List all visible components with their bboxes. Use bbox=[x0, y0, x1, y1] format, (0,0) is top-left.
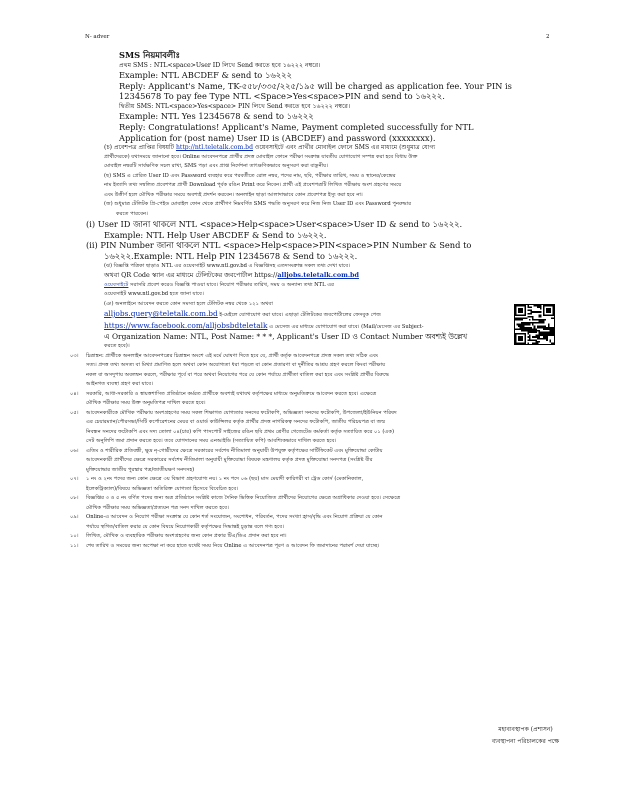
sms-example-1: Example: NTL ABCDEF & send to ১৬২২২ bbox=[119, 70, 292, 81]
item-text: মৌখিক পরীক্ষার সময় উক্ত অনুমতিপত্র দাখিল করতে হবে। bbox=[86, 400, 206, 407]
qr-text: অথবা QR Code স্ক্যান এর মাধ্যমে টেলিটকের জবপোর্টাল https:// bbox=[104, 271, 278, 280]
numbered-items bbox=[70, 352, 536, 552]
recovery-intro-line-1: (জ) শুধুমাত্র টেলিটক প্রি-পেইড মোবাইল ফোন থেকে প্রার্থীগণ নিম্নবর্ণিত SMS পদ্ধতি অনুসরণ করে নিজ নিজ User ID এবং Password পুনরুদ্ধার bbox=[104, 201, 412, 208]
numbered-item-line bbox=[70, 390, 536, 400]
numbered-item-line bbox=[70, 475, 536, 485]
numbered-item-line bbox=[70, 542, 536, 552]
item-text: শেষ তারিখ ও সময়ের জন্য অপেক্ষা না করে হাতে যথেষ্ট সময় নিয়ে Online এ আবেদনপত্র পূরণ ও আবেদন ফি জমাদানের পরামর্শ দেয়া যাচ্ছে। bbox=[86, 542, 380, 549]
item-number: ০৬। bbox=[70, 447, 79, 454]
signature-title: মহাব্যবস্থাপক (প্রশাসন) bbox=[498, 726, 553, 733]
numbered-item-line bbox=[70, 494, 536, 504]
recovery-intro-line-2: করতে পারবেন। bbox=[116, 210, 148, 217]
signature-block bbox=[478, 724, 573, 748]
item-text: সরকারি, আধা-সরকারি ও স্বায়ত্তশাসিত প্রতিষ্ঠানে কর্মরত প্রার্থীকে অবশ্যই যথাযথ কর্তৃপক্ষের মাধ্যমে অনুমতিক্রমে আবেদন করতে হবে। এক্ষেত্রে bbox=[86, 390, 377, 397]
download-admit-line-1: (ছ) SMS এ প্রেরিত User ID এবং Password ব্যবহার করে পরবর্তীতে রোল নম্বর, পদের নাম, ছবি, পরীক্ষার তারিখ, সময় ও স্থানের/কেন্দ্রের bbox=[104, 172, 396, 179]
item-number: ১১। bbox=[70, 542, 79, 549]
numbered-item-line bbox=[86, 418, 536, 428]
sms-example-2: Example: NTL Yes 12345678 & send to ১৬২২২ bbox=[119, 111, 314, 122]
page-number: 2 bbox=[546, 34, 550, 40]
document-body bbox=[70, 50, 536, 551]
numbered-item-line bbox=[86, 428, 536, 438]
numbered-item-line bbox=[86, 485, 536, 495]
signature-subtitle: ব্যবস্থাপনা পরিচালকের পক্ষে bbox=[491, 738, 560, 745]
item-number: ০৭। bbox=[70, 476, 79, 483]
recover-userid-line-2: Example: NTL Help User ABCDEF & Send to ১৬২২২. bbox=[104, 229, 327, 240]
numbered-item-line bbox=[86, 523, 536, 533]
item-text: এর চেয়ারম্যান/পৌরসভা/সিটি কর্পোরেশনের মেয়র বা ওয়ার্ড কাউন্সিলর কর্তৃক প্রার্থীর প্রদত্ত নাগরিকত্ব সনদের ফটোকপি, জাতীয় পরিচয়পত্র বা জন্ম bbox=[86, 419, 386, 426]
help-line-3 bbox=[86, 321, 536, 333]
alljobs-link[interactable]: alljobs.teletalk.com.bd bbox=[277, 271, 359, 280]
recover-pin-line-1: (ii) PIN Number জানা থাকলে NTL <space>Help<space>PIN<space>PIN Number & Send to bbox=[86, 240, 472, 251]
item-text: বিজ্ঞপ্তির ৩ ও ৫ নং বর্ণিত পদের জন্য অত্র প্রতিষ্ঠানে সংশ্লিষ্ট কাজে দৈনিক ভিত্তিক নিয়োজিত প্রার্থীদের নিয়োগের ক্ষেত্রে অগ্রাধিকার দেওয়া হবে। সেক্ষেত্রে bbox=[86, 495, 401, 502]
item-number: ১০। bbox=[70, 533, 79, 540]
website-info-line-2 bbox=[86, 271, 514, 281]
admit-card-line-2: প্রার্থীদেরকে) যথাসময়ে জানানো হবে। Online আবেদনপত্রে প্রার্থীর প্রদত্ত মোবাইল ফোনে পরীক্ষা সংক্রান্ত যাবতীয় যোগাযোগ সম্পন্ন করা হবে বিধায় উক্ত bbox=[104, 153, 418, 160]
download-admit-line-3: এবং উত্তীর্ণ হলে মৌখিক পরীক্ষার সময়ে অবশ্যই প্রদর্শন করবেন। অনলাইন ছাড়া আলাদাভাবে কোন প্রবেশপত্র ইস্যু করা হবে না। bbox=[104, 191, 363, 198]
numbered-item-line bbox=[86, 361, 536, 371]
website-info-line-3 bbox=[86, 281, 514, 291]
item-text: পর্যায়ে স্থগিত/বাতিল করার যে কোন বিষয়ে নিয়োগকারী কর্তৃপক্ষের সিদ্ধান্তই চূড়ান্ত বলে গণ্য হবে। bbox=[86, 523, 284, 530]
item-text: আবেদনকারীকে মৌখিক পরীক্ষায় অংশগ্রহণের সময় সকল শিক্ষাগত যোগ্যতার সনদের ফটোকপি, অভিজ্ঞতা সনদের ফটোকপি, উপজেলা/ইউনিয়ন পরিষদ bbox=[86, 409, 397, 416]
item-number: ০৫। bbox=[70, 409, 79, 416]
website-link[interactable]: ওয়েবসাইটে bbox=[104, 281, 129, 288]
item-number: ০৪। bbox=[70, 390, 79, 397]
item-text: মৌখিক পরীক্ষার সময় অভিজ্ঞতা/প্রত্যয়ন পত্র সনদ দাখিল করতে হবে। bbox=[86, 504, 229, 511]
item-number: ০৮। bbox=[70, 495, 79, 502]
item-text: সেট অনুলিপি জমা প্রদান করতে হবে। তবে যোগদানের সময় এনআইডি (সত্যায়িত কপি) আবশ্যিকভাবে দাখিল করতে হবে। bbox=[86, 438, 337, 445]
item-text: এতিম ও শারীরিক প্রতিবন্ধী, ক্ষুদ্র নৃ-গোষ্ঠীদের ক্ষেত্রে সরকারের সর্বশেষ নীতিমালা অনুযায়ী উপযুক্ত কর্তৃপক্ষের সার্টিফিকেট এবং মুক্তিযোদ্ধা কোটায় bbox=[86, 447, 383, 454]
item-text: নিবন্ধন সনদের ফটোকপি এবং সদ্য তোলা ০৪(চার) কপি পাসপোর্ট সাইজের রঙিন ছবি প্রথম শ্রেণীর গেজেটেড কর্মকর্তা কর্তৃক সত্যায়িত করে ০১ (এক) bbox=[86, 428, 394, 435]
help-line-1: (ঞ) অনলাইনে আবেদন করতে কোন সমস্যা হলে টেলিটক নম্বর থেকে ১২১ অথবা bbox=[104, 300, 273, 307]
admit-card-line-1 bbox=[86, 143, 536, 153]
numbered-item-line bbox=[70, 352, 536, 362]
query-email-link[interactable]: alljobs.query@teletalk.com.bd bbox=[104, 309, 218, 319]
numbered-item-line bbox=[86, 371, 536, 381]
item-text: আবেদনকারী প্রার্থীদের ক্ষেত্রে সরকারের সর্বশেষ নীতিমালা অনুযায়ী মুক্তিযোদ্ধা বিষয়ক মন্ত্রণালয় কর্তৃক প্রদত্ত মুক্তিযোদ্ধা সনদপত্র (সংশ্লিষ্ট বীর bbox=[86, 457, 373, 464]
item-text: ১ নং ও ২নং পদের জন্য কোন ক্ষেত্রে ৩য় বিভাগ গ্রহণযোগ্য নয়। ১ নং পদে ০৬ (ছয়) মাস মেয়াদী কারিগরী বা ট্রেড কোর্স (মেকানিক্যাল, bbox=[86, 476, 364, 483]
numbered-item-line bbox=[86, 456, 536, 466]
item-number: ০৯। bbox=[70, 514, 79, 521]
sms-second-instruction: দ্বিতীয় SMS: NTL<space>Yes<space> PIN লিখে Send করতে হবে ১৬২২২ নম্বরে। bbox=[119, 102, 351, 110]
sms-reply-2b: Application for (post name) User ID is (ABCDEF) and password (xxxxxxxx). bbox=[119, 132, 436, 143]
help-line-2 bbox=[86, 309, 536, 321]
help-text-3: এ মেসেজ এর মাধ্যমে যোগাযোগ করা যাবে। (Mail/মেসেজ এর Subject- bbox=[267, 323, 424, 330]
header-left: N- adver bbox=[85, 34, 110, 40]
admit-card-line-3: মোবাইল নম্বরটি সার্বক্ষণিক সচল রাখা, SMS পড়া এবং প্রাপ্ত নির্দেশনা তাৎক্ষণিকভাবে অনুসরণ করা বাঞ্ছনীয়। bbox=[104, 163, 329, 170]
recover-userid-line-1: (i) User ID জানা থাকলে NTL <space>Help<space>User<space>User ID & send to ১৬২২২. bbox=[86, 219, 463, 230]
download-admit-line-2: নাম ইত্যাদি তথ্য সম্বলিত প্রবেশপত্র প্রার্থী Download পূর্বক রঙিন Print করে নিবেন। প্রার্থী এই প্রবেশপত্রটি লিখিত পরীক্ষায় অংশ গ্রহণের সময়ে bbox=[104, 182, 402, 189]
facebook-link[interactable]: https://www.facebook.com/alljobsbdteletalk bbox=[104, 320, 268, 330]
help-line-5: করতে হবে)। bbox=[104, 343, 130, 350]
help-line-4: এ Organization Name: NTL, Post Name: * * *, Applicant's User ID ও Contact Number অবশ্যই উল্লেখ bbox=[104, 332, 468, 342]
sms-reply-1b: 12345678 To pay fee Type NTL <Space>Yes<space>PIN and send to ১৬২২২. bbox=[119, 91, 445, 102]
item-text: নকল বা অসদুপায় অবলম্বন করলে, পরীক্ষার পূর্বে বা পরে অথবা নিয়োগের পরে যে কোন পর্যায়ে প্রার্থীতা বাতিল করা হবে এবং সংশ্লিষ্ট প্রার্থীর বিরুদ্ধে bbox=[86, 371, 390, 378]
numbered-item-line bbox=[86, 399, 536, 409]
item-number: ০৩। bbox=[70, 352, 79, 359]
recover-pin-line-2: ১৬২২২.Example: NTL Help PIN 12345678 & Send to ১৬২২২. bbox=[104, 250, 358, 261]
sms-title: SMS নিয়মাবলীঃ bbox=[119, 50, 180, 60]
item-text: আইনগত ব্যবস্থা গ্রহণ করা যাবে। bbox=[86, 381, 154, 388]
qr-code-image bbox=[514, 304, 555, 345]
website-info-line-4: ওয়েবসাইট www.ntl.gov.bd হতে জানা যাবে। bbox=[104, 291, 204, 298]
numbered-item-line bbox=[70, 409, 536, 419]
numbered-item-line bbox=[70, 513, 536, 523]
sms-reply-2a: Reply: Congratulations! Applicant's Name, Payment completed successfully for NTL bbox=[119, 121, 474, 132]
numbered-item-line bbox=[86, 466, 536, 476]
website-info-line-1: (ঝ) বিজ্ঞপ্তি পত্রিকা ছাড়াও NTL এর ওয়েবসাইট www.ntl.gov.bd এ বিজ্ঞপ্তিসহ এতদসংক্রান্ত সকল তথ্য দেখা যাবে। bbox=[104, 262, 351, 269]
admit-card-text-2: ওয়েবসাইটে এবং প্রার্থীর মোবাইল ফোনে SMS এর মাধ্যমে (শুধুমাত্র যোগ্য bbox=[252, 144, 436, 152]
numbered-item-line bbox=[86, 437, 536, 447]
website-info-text: সরাসরি প্রবেশ করেও বিজ্ঞপ্তি পাওয়া যাবে। নিয়োগ পরীক্ষার তারিখ, সময় ও অন্যান্য তথ্য NTL এর bbox=[128, 281, 334, 288]
ntl-teletalk-link[interactable]: http://ntl.teletalk.com.bd bbox=[175, 144, 253, 152]
sms-reply-1a: Reply: Applicant's Name, TK-৫৫৮/৩৩৫/২২৫/১৯৫ will be charged as application fee. Your PIN is bbox=[119, 80, 512, 91]
numbered-item-line bbox=[86, 380, 536, 390]
item-text: ইলেকট্রিক্যাল)/বিষয়ে অভিজ্ঞতা অতিরিক্ত যোগ্যতা হিসেবে বিবেচিত হবে। bbox=[86, 485, 239, 492]
numbered-item-line bbox=[70, 532, 536, 542]
item-text: চিত্রাঙ্কন: প্রার্থীকে অনলাইন আবেদনপত্রের চিত্রাঙ্কন অংশে এই মর্মে ঘোষণা দিতে হবে যে, প্রার্থী কর্তৃক আবেদনপত্রে প্রদত্ত সকল তথ্য সঠিক এবং bbox=[86, 352, 379, 359]
item-text: সত্য। প্রদত্ত তথ্য অসত্য বা মিথ্যা প্রমাণিত হলে অথবা কোন অযোগ্যতা ধরা পড়লে বা কোন প্রতারণা বা দুর্নীতির আশ্রয় গ্রহণ করলে কিংবা পরীক্ষায় bbox=[86, 362, 386, 369]
item-text: Online-এ আবেদন ও নিয়োগ পরীক্ষা সংক্রান্ত যে কোন শর্ত সংযোজন, সংশোধন, পরিবর্তন, পদের সংখ্যা হ্রাস/বৃদ্ধি এবং নিয়োগ প্রক্রিয়া যে কোন bbox=[86, 514, 383, 521]
item-text: লিখিত, মৌখিক ও ব্যবহারিক পরীক্ষায় অংশগ্রহণের জন্য কোন প্রকার টিএ/ডিএ প্রদান করা হবে না। bbox=[86, 533, 287, 540]
numbered-item-line bbox=[70, 447, 536, 457]
help-text-2: ই-মেইলে যোগাযোগ করা যাবে। এছাড়া টেলিটকের জবপোর্টালের ফেসবুক পেজ bbox=[217, 312, 381, 319]
admit-card-text: (চ) প্রবেশপত্র প্রাপ্তির বিষয়টি bbox=[104, 144, 176, 152]
sms-first-instruction: প্রথম SMS : NTL<space>User ID লিখে Send করতে হবে ১৬২২২ নম্বরে। bbox=[119, 61, 321, 69]
item-text: মুক্তিযোদ্ধার জাতীয় পুরস্কার পত্র/জাতীয়ক্ষণ সনদসহ) bbox=[86, 466, 195, 473]
numbered-item-line bbox=[86, 504, 536, 514]
